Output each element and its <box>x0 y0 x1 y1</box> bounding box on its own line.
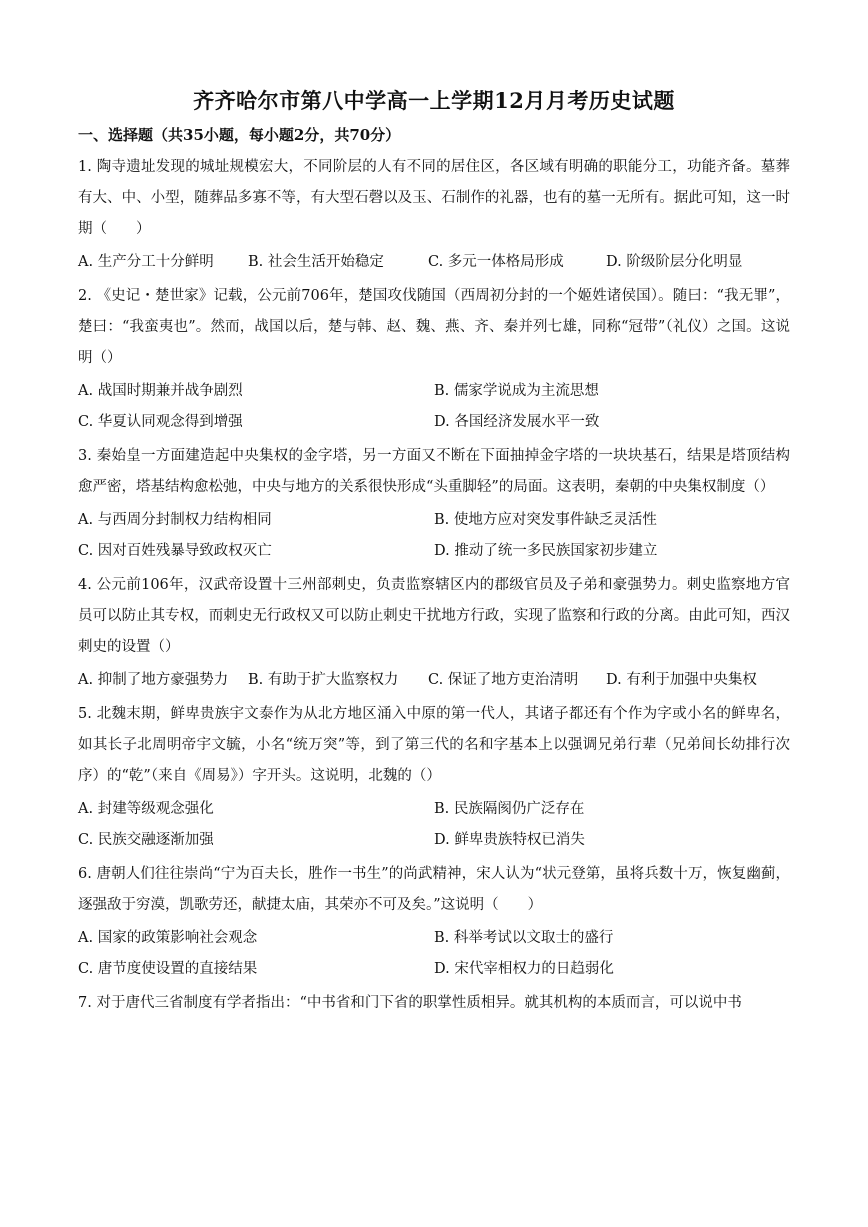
option-list <box>78 794 790 856</box>
page-title: 齐齐哈尔市第八中学高一上学期12月月考历史试题 <box>193 88 675 113</box>
question-4 <box>78 570 790 696</box>
option-d[interactable]: D. 阶级阶层分化明显 <box>606 254 743 270</box>
option-d[interactable]: D. 宋代宰相权力的日趋弱化 <box>434 961 614 977</box>
option-a[interactable]: A. 生产分工十分鲜明 <box>78 254 214 270</box>
question-text: 3. 秦始皇一方面建造起中央集权的金字塔，另一方面又不断在下面抽掉金字塔的一块块基石，结果是塔顶结构愈严密，塔基结构愈松弛，中央与地方的关系很快形成“头重脚轻”的局面。这表明，秦朝的中央集权制度（） <box>78 448 790 495</box>
question-text: 2. 《史记・楚世家》记载，公元前706年，楚国攻伐随国（西周初分封的一个姬姓诸侯国）。随曰：“我无罪”，楚曰：“我蛮夷也”。然而，战国以后，楚与韩、赵、魏、燕、齐、秦并列七雄，同称“冠带”（礼仪）之国。这说明（） <box>78 288 790 366</box>
question-6 <box>78 859 790 985</box>
option-c[interactable]: C. 华夏认同观念得到增强 <box>78 414 243 430</box>
option-list <box>78 665 790 696</box>
option-a[interactable]: A. 抑制了地方豪强势力 <box>78 672 229 688</box>
option-list <box>78 376 790 438</box>
option-list <box>78 505 790 567</box>
option-b[interactable]: B. 民族隔阂仍广泛存在 <box>434 801 585 817</box>
option-c[interactable]: C. 民族交融逐渐加强 <box>78 832 214 848</box>
option-a[interactable]: A. 国家的政策影响社会观念 <box>78 930 258 946</box>
option-a[interactable]: A. 与西周分封制权力结构相同 <box>78 512 272 528</box>
question-text: 6. 唐朝人们往往崇尚“宁为百夫长，胜作一书生”的尚武精神，宋人认为“状元登第，虽将兵数十万，恢复幽蓟，逐强敌于穷漠，凯歌劳还，献捷太庙，其荣亦不可及矣。”这说明（ ） <box>78 866 790 913</box>
question-1 <box>78 152 790 278</box>
section-heading: 一、选择题（共35小题，每小题2分，共70分） <box>78 126 401 144</box>
question-text: 5. 北魏末期，鲜卑贵族宇文泰作为从北方地区涌入中原的第一代人，其诸子都还有个作为字或小名的鲜卑名，如其长子北周明帝宇文毓，小名“统万突”等，到了第三代的名和字基本上以强调兄弟行辈（兄弟间长幼排行次序）的“乾”（来自《周易》）字开头。这说明，北魏的（） <box>78 706 790 784</box>
option-c[interactable]: C. 唐节度使设置的直接结果 <box>78 961 258 977</box>
option-b[interactable]: B. 有助于扩大监察权力 <box>248 672 399 688</box>
option-list <box>78 247 790 278</box>
question-text: 7. 对于唐代三省制度有学者指出：“中书省和门下省的职掌性质相异。就其机构的本质而言，可以说中书 <box>78 995 742 1011</box>
option-d[interactable]: D. 推动了统一多民族国家初步建立 <box>434 543 658 559</box>
question-7 <box>78 988 790 1019</box>
option-c[interactable]: C. 多元一体格局形成 <box>428 254 564 270</box>
question-3 <box>78 441 790 567</box>
option-c[interactable]: C. 保证了地方吏治清明 <box>428 672 579 688</box>
exam-page <box>78 78 790 1019</box>
question-2 <box>78 281 790 438</box>
option-a[interactable]: A. 封建等级观念强化 <box>78 801 214 817</box>
question-text: 4. 公元前106年，汉武帝设置十三州部刺史，负责监察辖区内的郡级官员及子弟和豪强势力。刺史监察地方官员可以防止其专权，而刺史无行政权又可以防止刺史干扰地方行政，实现了监察和行政的分离。由此可知，西汉刺史的设置（） <box>78 577 790 655</box>
option-b[interactable]: B. 使地方应对突发事件缺乏灵活性 <box>434 512 657 528</box>
option-a[interactable]: A. 战国时期兼并战争剧烈 <box>78 383 243 399</box>
option-b[interactable]: B. 社会生活开始稳定 <box>248 254 384 270</box>
question-text: 1. 陶寺遗址发现的城址规模宏大，不同阶层的人有不同的居住区，各区域有明确的职能分工，功能齐备。墓葬有大、中、小型，随葬品多寡不等，有大型石磬以及玉、石制作的礼器，也有的墓一无所有。据此可知，这一时期（ ） <box>78 159 790 237</box>
option-b[interactable]: B. 科举考试以文取士的盛行 <box>434 930 614 946</box>
option-d[interactable]: D. 鲜卑贵族特权已消失 <box>434 832 585 848</box>
question-5 <box>78 699 790 856</box>
option-b[interactable]: B. 儒家学说成为主流思想 <box>434 383 599 399</box>
option-d[interactable]: D. 有利于加强中央集权 <box>606 672 757 688</box>
option-c[interactable]: C. 因对百姓残暴导致政权灭亡 <box>78 543 272 559</box>
option-d[interactable]: D. 各国经济发展水平一致 <box>434 414 600 430</box>
option-list <box>78 923 790 985</box>
